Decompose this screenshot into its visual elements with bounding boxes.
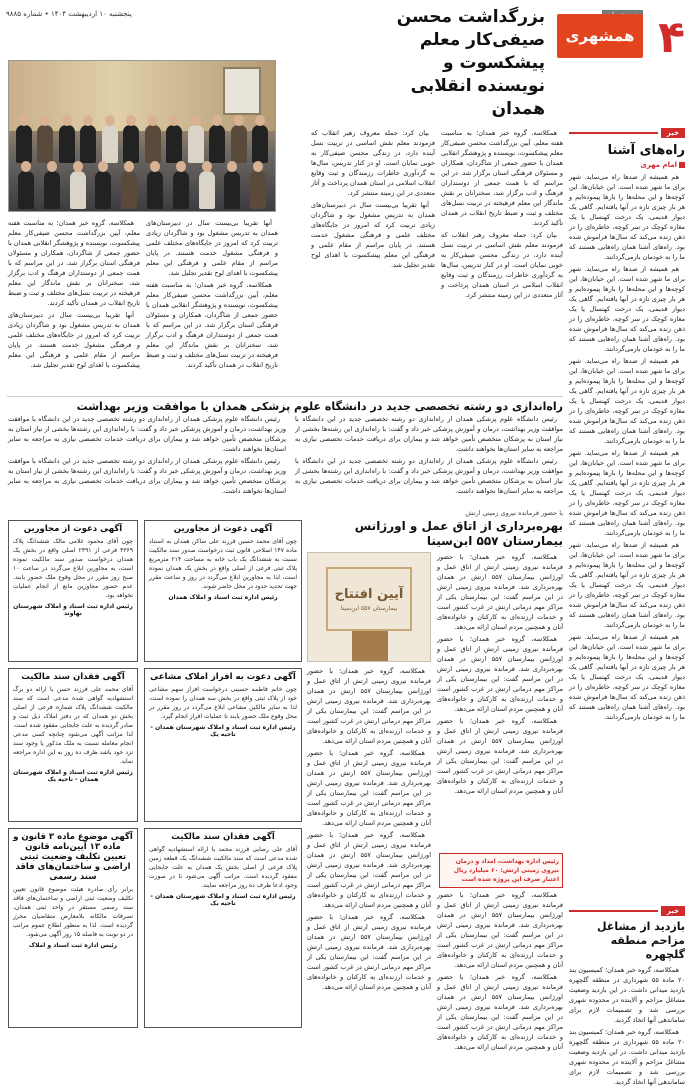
podium (352, 631, 388, 661)
ad-title: آگهی موضوع ماده ۳ قانون و ماده ۱۳ آیین‌نامه قانون تعیین تکلیف وضعیت ثبتی اراضی و ساختمان‌های فاقد سند رسمی (13, 832, 133, 882)
person (95, 171, 111, 209)
paragraph: همکلاسه، گروه خبر همدان؛ با حضور فرمانده نیروی زمینی ارتش از اتاق عمل و اورژانس بیمارستان ۵۵۷ ارتش در همدان بهره‌برداری شد. فرمانده نیروی زمینی ارتش در این مراسم گفت: این بیمارستان یکی از مراکز مهم درمانی ارتش در غرب کشور است و خدمات ارزنده‌ای به کارکنان و خانواده‌های آنان و همچنین مردم استان ارائه می‌دهد. (437, 717, 563, 795)
paragraph: هم همیشه از صدها راه می‌ساید. شهر برای ما شهر شده است. این خیابان‌ها، این کوچه‌ها و این محله‌ها را بارها پیموده‌ایم و هر بار چیزی تازه در آنها یافته‌ایم. گاهی یک دیوار قدیمی، یک درخت کهنسال یا یک مغازه کوچک در سر کوچه، خاطره‌ای را در ذهن زنده می‌کند که سال‌ها فراموش شده بود. راه‌های آشنا همان راه‌هایی هستند که ما را به خودمان بازمی‌گردانند. (569, 357, 685, 445)
person (37, 125, 53, 163)
photo-front-row (13, 165, 271, 209)
event-photo (307, 552, 431, 662)
conference-story (307, 509, 563, 553)
ad-signature: رئیس اداره ثبت اسناد و املاک شهرستان همدان - ناحیه یک (13, 769, 133, 783)
paragraph: همکلاسه، گروه خبر همدان؛ به مناسبت هفته معلم، آیین بزرگداشت محسن صیفی‌کار معلم پیشکسوت، نویسنده و پژوهشگر انقلابی همدان با حضور جمعی از شاگردان، همکاران و مسئولان فرهنگی استان برگزار شد. در این مراسم که با همت جمعی از دوستداران فرهنگ و ادب برگزار شد، سخنرانان بر نقش ماندگار این معلم فرهیخته در تربیت نسل‌های مختلف و ثبت و ضبط تاریخ انقلاب در همدان تأکید کردند. (8, 219, 140, 307)
paragraph: آنها تقریبا بی‌بیست سال در دبیرستان‌های همدان به تدریس مشغول بود و شاگردان زیادی تربیت کرد که امروز در جایگاه‌های مختلف علمی و فرهنگی مشغول خدمت هستند. در پایان مراسم از مقام علمی و فرهنگی این معلم پیشکسوت با اهدای لوح تقدیر تجلیل شد. (146, 219, 278, 277)
conference-title: بهره‌برداری از اتاق عمل و اورژانس بیمارستان ۵۵۷ ابن‌سینا (354, 519, 563, 548)
column-title: راه‌های آشنا (607, 143, 685, 158)
lead-photo (8, 60, 276, 212)
person (147, 171, 163, 209)
paragraph: همکلاسه، گروه خبر همدان؛ با حضور فرمانده نیروی زمینی ارتش از اتاق عمل و اورژانس بیمارستان ۵۵۷ ارتش در همدان بهره‌برداری شد. فرمانده نیروی زمینی ارتش در این مراسم گفت: این بیمارستان یکی از مراکز مهم درمانی ارتش در غرب کشور است و خدمات ارزنده‌ای به کارکنان و خانواده‌های آنان و همچنین مردم استان ارائه می‌دهد. (307, 667, 431, 745)
ad-body: برابر رأی صادره هیئت موضوع قانون تعیین تکلیف وضعیت ثبتی اراضی و ساختمان‌های فاقد سند رسمی مستقر در واحد ثبتی همدان، تصرفات مالکانه بلامعارض متقاضیان محرز گردیده است. لذا به منظور اطلاع عموم مراتب در دو نوبت به فاصله ۱۵ روز آگهی می‌شود. (13, 886, 133, 938)
bottom-right-story (569, 906, 685, 1086)
ad-body: چون آقای محمود غلامی مالک ششدانگ پلاک ۴۳۶۹ فرعی از ۲۴۹۱ اصلی واقع در بخش یک همدان درخواست صدور سند مالکیت نموده است، به مجاورین ابلاغ می‌گردد در ساعت ۱۰ صبح روز مقرر در محل وقوع ملک حضور یابند. عدم حضور مجاورین مانع از انجام عملیات نخواهد بود. (13, 538, 133, 599)
paragraph: همکلاسه، گروه خبر همدان؛ به مناسبت هفته معلم، آیین بزرگداشت محسن صیفی‌کار معلم پیشکسوت، نویسنده و پژوهشگر انقلابی همدان با حضور جمعی از شاگردان، همکاران و مسئولان فرهنگی استان برگزار شد. در این مراسم که با همت جمعی از دوستداران فرهنگ و ادب برگزار شد، سخنرانان بر نقش ماندگار این معلم فرهیخته در تربیت نسل‌های مختلف و ثبت و ضبط تاریخ انقلاب در همدان تأکید کردند. (441, 129, 563, 227)
person (231, 125, 247, 163)
section-label: خبر (661, 128, 685, 138)
person (123, 125, 139, 163)
kicker: با حضور فرمانده نیروی زمینی ارتش (465, 509, 563, 517)
person (59, 125, 75, 163)
page-number: ۴ (658, 12, 685, 63)
ad-body: چون آقای محمد حسین فرزند علی ساکن همدان به استناد ماده ۱۴۷ اصلاحی قانون ثبت درخواست صدور سند مالکیت نسبت به ششدانگ یک باب خانه به مساحت ۲۱۴ مترمربع پلاک ثبتی فرعی از اصلی واقع در بخش یک همدان نموده است، لذا به مجاورین ابلاغ می‌گردد در روز و ساعت مقرر جهت تحدید حدود در محل حاضر شوند. (149, 538, 298, 590)
person (145, 125, 161, 163)
section-label: خبر (661, 906, 685, 916)
person (70, 171, 86, 209)
ad-signature: رئیس اداره ثبت اسناد و املاک شهرستان همدان - ناحیه یک (150, 893, 296, 907)
lead-story-col4 (8, 218, 140, 388)
conference-col2 (307, 666, 431, 1030)
highlight-quote: رئیس اداره بهداشت، امداد و درمان نیروی زمینی ارتش: ۶۰ میلیارد ریال اعتبار صرف این پروژه شده است (439, 853, 563, 888)
person (209, 125, 225, 163)
story-title: بازدید از مشاغل مزاحم منطقه گلچهره (597, 920, 685, 961)
person (102, 125, 118, 163)
conference-col3 (437, 890, 563, 1051)
photo-window (223, 67, 261, 115)
paragraph: هم همیشه از صدها راه می‌ساید. شهر برای ما شهر شده است. این خیابان‌ها، این کوچه‌ها و این محله‌ها را بارها پیموده‌ایم و هر بار چیزی تازه در آنها یافته‌ایم. گاهی یک دیوار قدیمی، یک درخت کهنسال یا یک مغازه کوچک در سر کوچه، خاطره‌ای را در ذهن زنده می‌کند که سال‌ها فراموش شده بود. راه‌های آشنا همان راه‌هایی هستند که ما را به خودمان بازمی‌گردانند. (569, 449, 685, 537)
paragraph: هم همیشه از صدها راه می‌ساید. شهر برای ما شهر شده است. این خیابان‌ها، این کوچه‌ها و این محله‌ها را بارها پیموده‌ایم و هر بار چیزی تازه در آنها یافته‌ایم. گاهی یک دیوار قدیمی، یک درخت کهنسال یا یک مغازه کوچک در سر کوچه، خاطره‌ای را در ذهن زنده می‌کند که سال‌ها فراموش شده بود. راه‌های آشنا همان راه‌هایی هستند که ما را به خودمان بازمی‌گردانند. (569, 541, 685, 629)
paragraph: همکلاسه، گروه خبر همدان؛ با حضور فرمانده نیروی زمینی ارتش از اتاق عمل و اورژانس بیمارستان ۵۵۷ ارتش در همدان بهره‌برداری شد. فرمانده نیروی زمینی ارتش در این مراسم گفت: این بیمارستان یکی از مراکز مهم درمانی ارتش در غرب کشور است و خدمات ارزنده‌ای به کارکنان و خانواده‌های آنان و همچنین مردم استان ارائه می‌دهد. (307, 831, 431, 909)
ad-box (8, 828, 138, 1028)
lead-story-col2 (311, 128, 435, 390)
mid-headline: راه‌اندازی دو رشته تخصصی جدید در دانشگاه علوم پزشکی همدان با موافقت وزیر بهداشت (7, 396, 563, 413)
paragraph: آنها تقریبا بی‌بیست سال در دبیرستان‌های همدان به تدریس مشغول بود و شاگردان زیادی تربیت کرد که امروز در جایگاه‌های مختلف علمی و فرهنگی مشغول خدمت هستند. در پایان مراسم از مقام علمی و فرهنگی این معلم پیشکسوت با اهدای لوح تقدیر تجلیل شد. (8, 311, 140, 369)
banner-subtitle: بیمارستان ۵۵۷ ابن‌سینا (340, 604, 398, 612)
masthead (6, 6, 685, 119)
paragraph: همکلاسه، گروه خبر همدان؛ کمیسیون بند ۲۰ ماده ۵۵ شهرداری در منطقه گلچهره بازدید میدانی داشت. در این بازدید وضعیت مشاغل مزاحم و آلاینده در محدوده شهری بررسی شد و تصمیمات لازم برای ساماندهی آنها اتخاذ گردید. (569, 1028, 685, 1086)
ad-box (8, 668, 138, 822)
paragraph: هم همیشه از صدها راه می‌ساید. شهر برای ما شهر شده است. این خیابان‌ها، این کوچه‌ها و این محله‌ها را بارها پیموده‌ایم و هر بار چیزی تازه در آنها یافته‌ایم. گاهی یک دیوار قدیمی، یک درخت کهنسال یا یک مغازه کوچک در سر کوچه، خاطره‌ای را در ذهن زنده می‌کند که سال‌ها فراموش شده بود. راه‌های آشنا همان راه‌هایی هستند که ما را به خودمان بازمی‌گردانند. (569, 173, 685, 261)
ad-box (8, 520, 138, 662)
ad-title: آگهی دعوت از مجاورین (173, 524, 273, 534)
paragraph: همکلاسه، گروه خبر همدان؛ با حضور فرمانده نیروی زمینی ارتش از اتاق عمل و اورژانس بیمارستان ۵۵۷ ارتش در همدان بهره‌برداری شد. فرمانده نیروی زمینی ارتش در این مراسم گفت: این بیمارستان یکی از مراکز مهم درمانی ارتش در غرب کشور است و خدمات ارزنده‌ای به کارکنان و خانواده‌های آنان و همچنین مردم استان ارائه می‌دهد. (307, 913, 431, 991)
person (199, 171, 215, 209)
ad-title: آگهی دعوت از مجاورین (23, 524, 123, 534)
ad-signature: رئیس اداره ثبت اسناد و املاک شهرستان همدان - ناحیه یک (150, 724, 296, 738)
person (16, 125, 32, 163)
event-banner (326, 567, 412, 631)
ad-body: چون خانم فاطمه حسینی درخواست افراز سهم مشاعی خود از پلاک ثبتی واقع در بخش سه همدان را نموده است، لذا به سایر مالکین مشاعی ابلاغ می‌گردد در روز مقرر در محل وقوع ملک حضور یابند تا عملیات افراز انجام گیرد. (149, 686, 297, 720)
divider (569, 910, 658, 912)
person (252, 125, 268, 163)
lead-headline: بزرگداشت محسن صیفی‌کار معلم پیشکسوت و نویسنده انقلابی همدان (396, 7, 545, 119)
person (166, 125, 182, 163)
conference-col1 (437, 552, 563, 848)
paragraph: همکلاسه، گروه خبر همدان؛ با حضور فرمانده نیروی زمینی ارتش از اتاق عمل و اورژانس بیمارستان ۵۵۷ ارتش در همدان بهره‌برداری شد. فرمانده نیروی زمینی ارتش در این مراسم گفت: این بیمارستان یکی از مراکز مهم درمانی ارتش در غرب کشور است و خدمات ارزنده‌ای به کارکنان و خانواده‌های آنان و همچنین مردم استان ارائه می‌دهد. (437, 973, 563, 1051)
ad-signature: رئیس اداره ثبت اسناد و املاک همدان (168, 594, 278, 601)
ad-body: آقای علی رضایی فرزند محمد با ارائه استشهادیه گواهی شده مدعی است که سند مالکیت ششدانگ یک قطعه زمین پلاک فرعی از اصلی بخش یک همدان به علت جابجایی مفقود گردیده است. مراتب آگهی می‌شود تا در صورت وجود ادعا ظرف ده روز مراجعه نمایند. (149, 846, 297, 889)
paragraph: هم همیشه از صدها راه می‌ساید. شهر برای ما شهر شده است. این خیابان‌ها، این کوچه‌ها و این محله‌ها را بارها پیموده‌ایم و هر بار چیزی تازه در آنها یافته‌ایم. گاهی یک دیوار قدیمی، یک درخت کهنسال یا یک مغازه کوچک در سر کوچه، خاطره‌ای را در ذهن زنده می‌کند که سال‌ها فراموش شده بود. راه‌های آشنا همان راه‌هایی هستند که ما را به خودمان بازمی‌گردانند. (569, 633, 685, 721)
paragraph: بیان کرد: جمله معروف رهبر انقلاب که فرمودند معلم نقش اساسی در تربیت نسل آینده دارد، در زندگی محسن صیفی‌کار به خوبی نمایان است. او در کنار تدریس، سال‌ها به گردآوری خاطرات رزمندگان و ثبت وقایع انقلاب اسلامی در استان همدان پرداخت و آثار متعددی در این زمینه منتشر کرد. (311, 129, 435, 197)
byline (569, 161, 685, 169)
ad-title: آگهی فقدان سند مالکیت (171, 832, 275, 842)
section-bar (569, 906, 685, 916)
paragraph: همکلاسه، گروه خبر همدان؛ با حضور فرمانده نیروی زمینی ارتش از اتاق عمل و اورژانس بیمارستان ۵۵۷ ارتش در همدان بهره‌برداری شد. فرمانده نیروی زمینی ارتش در این مراسم گفت: این بیمارستان یکی از مراکز مهم درمانی ارتش در غرب کشور است و خدمات ارزنده‌ای به کارکنان و خانواده‌های آنان و همچنین مردم استان ارائه می‌دهد. (437, 553, 563, 631)
person (44, 171, 60, 209)
ad-box (144, 520, 302, 662)
byline-text: امام مهری (640, 161, 677, 169)
dateline: پنجشنبه ۱۰ اردیبهشت ۱۴۰۴ • شماره ۹۸۸۵ (6, 10, 132, 18)
photo-back-row (13, 119, 271, 163)
paragraph: آنها تقریبا بی‌بیست سال در دبیرستان‌های همدان به تدریس مشغول بود و شاگردان زیادی تربیت کرد که امروز در جایگاه‌های مختلف علمی و فرهنگی مشغول خدمت هستند. در پایان مراسم از مقام علمی و فرهنگی این معلم پیشکسوت با اهدای لوح تقدیر تجلیل شد. (311, 201, 435, 269)
paragraph: رئیس دانشگاه علوم پزشکی همدان از راه‌اندازی دو رشته تخصصی جدید در این دانشگاه با موافقت وزیر بهداشت، درمان و آموزش پزشکی خبر داد و گفت: با راه‌اندازی این رشته‌ها بخشی از نیاز استان به پزشکان متخصص تأمین خواهد شد و بیماران برای دریافت خدمات تخصصی نیازی به مراجعه به سایر استان‌ها نخواهند داشت. (8, 415, 286, 453)
ad-signature: رئیس اداره ثبت اسناد و املاک شهرستان نهاوند (13, 603, 133, 617)
mid-story-col1 (295, 414, 563, 502)
ad-signature: رئیس اداره ثبت اسناد و املاک (28, 942, 118, 949)
person (18, 171, 34, 209)
person (80, 125, 96, 163)
person (250, 171, 266, 209)
person (173, 171, 189, 209)
paragraph: رئیس دانشگاه علوم پزشکی همدان از راه‌اندازی دو رشته تخصصی جدید در این دانشگاه با موافقت وزیر بهداشت، درمان و آموزش پزشکی خبر داد و گفت: با راه‌اندازی این رشته‌ها بخشی از نیاز استان به پزشکان متخصص تأمین خواهد شد و بیماران برای دریافت خدمات تخصصی نیازی به مراجعه به سایر استان‌ها نخواهند داشت. (295, 415, 563, 453)
paragraph: همکلاسه، گروه خبر همدان؛ کمیسیون بند ۲۰ ماده ۵۵ شهرداری در منطقه گلچهره بازدید میدانی داشت. در این بازدید وضعیت مشاغل مزاحم و آلاینده در محدوده شهری بررسی شد و تصمیمات لازم برای ساماندهی آنها اتخاذ گردید. (569, 966, 685, 1024)
paragraph: رئیس دانشگاه علوم پزشکی همدان از راه‌اندازی دو رشته تخصصی جدید در این دانشگاه با موافقت وزیر بهداشت، درمان و آموزش پزشکی خبر داد و گفت: با راه‌اندازی این رشته‌ها بخشی از نیاز استان به پزشکان متخصص تأمین خواهد شد و بیماران برای دریافت خدمات تخصصی نیازی به مراجعه به سایر استان‌ها نخواهند داشت. (295, 457, 563, 495)
section-bar (569, 128, 685, 138)
paragraph: همکلاسه، گروه خبر همدان؛ با حضور فرمانده نیروی زمینی ارتش از اتاق عمل و اورژانس بیمارستان ۵۵۷ ارتش در همدان بهره‌برداری شد. فرمانده نیروی زمینی ارتش در این مراسم گفت: این بیمارستان یکی از مراکز مهم درمانی ارتش در غرب کشور است و خدمات ارزنده‌ای به کارکنان و خانواده‌های آنان و همچنین مردم استان ارائه می‌دهد. (437, 891, 563, 969)
story-body (569, 965, 685, 1086)
lead-story-col1 (441, 128, 563, 390)
divider (569, 132, 658, 134)
person (188, 125, 204, 163)
ad-title: آگهی فقدان سند مالکیت (21, 672, 125, 682)
mid-story-col2 (8, 414, 286, 502)
banner-title: آیین افتتاح (334, 586, 404, 602)
ad-title: آگهی دعوت به افراز املاک مشاعی (150, 672, 296, 682)
ad-box (144, 828, 302, 1028)
person (224, 171, 240, 209)
paragraph: همکلاسه، گروه خبر همدان؛ به مناسبت هفته معلم، آیین بزرگداشت محسن صیفی‌کار معلم پیشکسوت، نویسنده و پژوهشگر انقلابی همدان با حضور جمعی از شاگردان، همکاران و مسئولان فرهنگی استان برگزار شد. در این مراسم که با همت جمعی از دوستداران فرهنگ و ادب برگزار شد، سخنرانان بر نقش ماندگار این معلم فرهیخته در تربیت نسل‌های مختلف و ثبت و ضبط تاریخ انقلاب در همدان تأکید کردند. (146, 281, 278, 369)
right-column (569, 128, 685, 732)
ad-body: آقای محمد علی فرزند حسن با ارائه دو برگ استشهادیه گواهی شده مدعی است که سند مالکیت ششدانگ پلاک شماره فرعی از اصلی بخش دو همدان که در دفتر املاک ذیل ثبت و صادر گردیده به علت جابجایی مفقود شده است. لذا مراتب آگهی می‌شود چنانچه کسی مدعی انجام معامله نسبت به ملک مذکور یا وجود سند نزد خود باشد ظرف ده روز به این اداره مراجعه نماید. (13, 686, 133, 765)
ad-box (144, 668, 302, 822)
paragraph: همکلاسه، گروه خبر همدان؛ با حضور فرمانده نیروی زمینی ارتش از اتاق عمل و اورژانس بیمارستان ۵۵۷ ارتش در همدان بهره‌برداری شد. فرمانده نیروی زمینی ارتش در این مراسم گفت: این بیمارستان یکی از مراکز مهم درمانی ارتش در غرب کشور است و خدمات ارزنده‌ای به کارکنان و خانواده‌های آنان و همچنین مردم استان ارائه می‌دهد. (307, 749, 431, 827)
paragraph: بیان کرد: جمله معروف رهبر انقلاب که فرمودند معلم نقش اساسی در تربیت نسل آینده دارد، در زندگی محسن صیفی‌کار به خوبی نمایان است. او در کنار تدریس، سال‌ها به گردآوری خاطرات رزمندگان و ثبت وقایع انقلاب اسلامی در استان همدان پرداخت و آثار متعددی در این زمینه منتشر کرد. (441, 231, 563, 299)
lead-story-col3 (146, 218, 278, 388)
paragraph: همکلاسه، گروه خبر همدان؛ با حضور فرمانده نیروی زمینی ارتش از اتاق عمل و اورژانس بیمارستان ۵۵۷ ارتش در همدان بهره‌برداری شد. فرمانده نیروی زمینی ارتش در این مراسم گفت: این بیمارستان یکی از مراکز مهم درمانی ارتش در غرب کشور است و خدمات ارزنده‌ای به کارکنان و خانواده‌های آنان و همچنین مردم استان ارائه می‌دهد. (437, 635, 563, 713)
person (121, 171, 137, 209)
paragraph: رئیس دانشگاه علوم پزشکی همدان از راه‌اندازی دو رشته تخصصی جدید در این دانشگاه با موافقت وزیر بهداشت، درمان و آموزش پزشکی خبر داد و گفت: با راه‌اندازی این رشته‌ها بخشی از نیاز استان به پزشکان متخصص تأمین خواهد شد و بیماران برای دریافت خدمات تخصصی نیازی به مراجعه به سایر استان‌ها نخواهند داشت. (8, 457, 286, 495)
brand-logo: همشهری (557, 14, 643, 58)
paragraph: هم همیشه از صدها راه می‌ساید. شهر برای ما شهر شده است. این خیابان‌ها، این کوچه‌ها و این محله‌ها را بارها پیموده‌ایم و هر بار چیزی تازه در آنها یافته‌ایم. گاهی یک دیوار قدیمی، یک درخت کهنسال یا یک مغازه کوچک در سر کوچه، خاطره‌ای را در ذهن زنده می‌کند که سال‌ها فراموش شده بود. راه‌های آشنا همان راه‌هایی هستند که ما را به خودمان بازمی‌گردانند. (569, 265, 685, 353)
column-body (569, 172, 685, 732)
square-bullet-icon (679, 162, 685, 168)
